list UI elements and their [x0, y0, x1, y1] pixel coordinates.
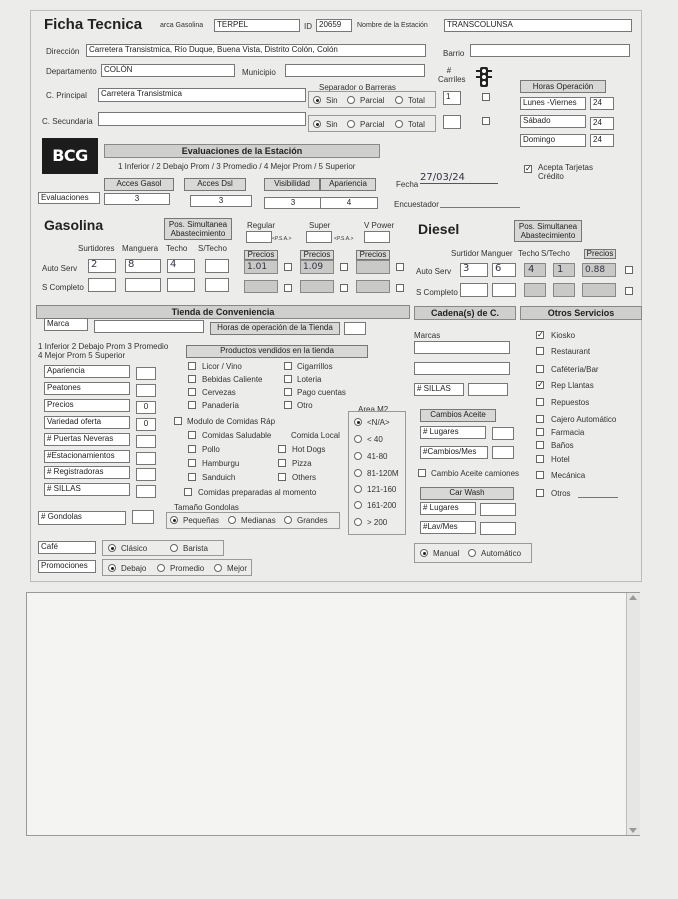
cafe-clasico-label: Clásico — [121, 544, 148, 553]
cambios-aceite-button[interactable]: Cambios Aceite — [420, 409, 496, 422]
gas-price-regular-checkbox[interactable] — [284, 263, 292, 271]
gas-psa-2: <P.S.A.> — [334, 236, 354, 242]
tamano-grandes-radio[interactable] — [284, 516, 292, 524]
tienda-scale-1: 1 Inferior 2 Debajo Prom 3 Promedio — [38, 342, 169, 351]
comidas-prep-label: Comidas preparadas al momento — [198, 488, 317, 497]
notes-scrollbar[interactable] — [626, 593, 640, 835]
municipio-label: Municipio — [242, 68, 276, 77]
gas-col-manguera: Manguera — [122, 244, 159, 253]
gas-comp-price-regular[interactable] — [244, 280, 278, 293]
separador2-sin-label: Sin — [326, 120, 338, 129]
otros-otros-line[interactable] — [578, 497, 618, 498]
gas-auto-stecho[interactable] — [205, 259, 229, 273]
id-field[interactable]: 20659 — [316, 19, 352, 32]
otros-farmacia-checkbox[interactable] — [536, 428, 544, 436]
rating-sillas-value[interactable] — [136, 485, 156, 498]
area-161-200-label: 161-200 — [367, 501, 397, 510]
scroll-up-icon[interactable] — [629, 595, 637, 600]
gas-col-stecho: S/Techo — [198, 244, 227, 253]
lav-mes-label: #Lav/Mes — [420, 521, 476, 534]
horario-row-dom-label: Domingo — [520, 134, 586, 147]
prod-panaderia-label: Panadería — [202, 401, 239, 410]
gas-auto-label: Auto Serv — [42, 264, 78, 273]
gas-regular-label: Regular — [247, 221, 276, 230]
area-na-label: <N/A> — [367, 418, 390, 427]
cambios-lugares-field[interactable] — [492, 427, 514, 440]
otros-repuestos-checkbox[interactable] — [536, 398, 544, 406]
diesel-price[interactable] — [582, 263, 616, 277]
prod-licor-checkbox[interactable] — [188, 362, 196, 370]
diesel-auto-techo-text: 4 — [528, 264, 535, 275]
gas-regular-field[interactable] — [246, 231, 272, 243]
wash-manual-label: Manual — [433, 549, 460, 558]
comidas-saludable-label: Comidas Saludable — [202, 431, 272, 440]
fecha-value[interactable]: 27/03/24 — [420, 172, 498, 184]
wash-manual-radio[interactable] — [420, 549, 428, 557]
area-121-160-label: 121-160 — [367, 485, 397, 494]
csecundaria-label: C. Secundaria — [42, 117, 93, 126]
cafe-barista-radio[interactable] — [170, 544, 178, 552]
rating-apariencia-value[interactable] — [136, 367, 156, 380]
eval-acces-gasol-button[interactable]: Acces Gasol — [104, 178, 174, 191]
area-41-80-radio[interactable] — [354, 452, 362, 460]
cafe-clasico-radio[interactable] — [108, 544, 116, 552]
separador1-total-label: Total — [408, 96, 425, 105]
evaluaciones-title: Evaluaciones de la Estación — [104, 144, 380, 158]
encuestador-line[interactable] — [440, 207, 520, 208]
rating-apariencia-label: Apariencia — [44, 365, 130, 378]
eval-visibilidad-button[interactable]: Visibilidad — [264, 178, 320, 191]
separador1-sin-label: Sin — [326, 96, 338, 105]
notes-textarea[interactable] — [26, 592, 640, 836]
tamano-medianas-label: Medianas — [241, 516, 276, 525]
rating-registradoras-label: # Registradoras — [44, 466, 130, 479]
area-na-radio[interactable] — [354, 418, 362, 426]
diesel-comp-price-checkbox[interactable] — [625, 287, 633, 295]
rating-variedad-label: Variedad oferta — [44, 416, 130, 429]
promo-debajo-label: Debajo — [121, 564, 147, 573]
gas-comp-stecho[interactable] — [205, 278, 229, 292]
diesel-auto-stecho-text: 1 — [557, 264, 564, 275]
area-81-120-label: 81-120M — [367, 469, 399, 478]
gasolina-pos-button[interactable]: Pos. Simultanea Abastecimiento — [164, 218, 232, 240]
gas-comp-regular-checkbox[interactable] — [284, 284, 292, 292]
gas-precios-vpower-button[interactable]: Precios — [356, 250, 390, 260]
cambios-mes-label: #Cambios/Mes — [420, 446, 488, 459]
prod-otro-label: Otro — [297, 401, 313, 410]
diesel-completo-label: S Completo — [416, 288, 458, 297]
diesel-col-manguer: Manguer — [481, 249, 513, 258]
food-sanduich-label: Sanduich — [202, 473, 236, 482]
diesel-auto-stecho[interactable] — [553, 263, 575, 277]
separador2-total-label: Total — [408, 120, 425, 129]
fecha-label: Fecha — [396, 180, 419, 189]
prod-bebidas-checkbox[interactable] — [188, 375, 196, 383]
separador2-parcial-label: Parcial — [360, 120, 385, 129]
area-161-200-radio[interactable] — [354, 501, 362, 509]
otros-llantas-checkbox[interactable]: ✓ — [537, 380, 544, 389]
promo-mejor-label: Mejor — [227, 564, 248, 573]
horario-row-lv-label: Lunes -Viernes — [520, 97, 586, 110]
cafe-barista-label: Barista — [183, 544, 208, 553]
gas-price-super-checkbox[interactable] — [340, 263, 348, 271]
modulo-label: Modulo de Comidas Ráp — [187, 417, 276, 426]
food-pizza-label: Pizza — [292, 459, 312, 468]
diesel-comp-price[interactable] — [582, 283, 616, 297]
rating-sillas-label: # SILLAS — [44, 483, 130, 496]
gas-auto-techo[interactable]: 4 — [167, 259, 195, 273]
gas-psa-1: <P.S.A.> — [272, 236, 292, 242]
otros-restaurant-label: Restaurant — [551, 347, 591, 356]
diesel-title: Diesel — [418, 221, 460, 237]
separador-label: Separador o Barreras — [319, 83, 396, 92]
otros-llantas-label: Rep Llantas — [551, 381, 594, 390]
comidas-saludable-checkbox[interactable] — [188, 431, 196, 439]
food-hotdogs-label: Hot Dogs — [292, 445, 326, 454]
area-200-radio[interactable] — [354, 518, 362, 526]
diesel-comp-techo[interactable] — [524, 283, 546, 297]
tarjetas-label: Acepta Tarjetas Crédito — [538, 163, 593, 181]
cprincipal-field[interactable]: Carretera Transistmica — [98, 88, 306, 102]
diesel-pos-button[interactable]: Pos. Simultanea Abastecimiento — [514, 220, 582, 242]
eval-acces-dsl-button[interactable]: Acces Dsl — [184, 178, 246, 191]
prod-licor-label: Licor / Vino — [202, 362, 242, 371]
gasolina-title: Gasolina — [44, 217, 104, 233]
diesel-comp-manguer[interactable] — [492, 283, 516, 297]
gas-comp-surtidores[interactable] — [88, 278, 116, 292]
otros-banos-checkbox[interactable] — [536, 441, 544, 449]
wash-automatico-label: Automático — [481, 549, 522, 558]
otros-kiosko-checkbox[interactable]: ✓ — [537, 330, 544, 339]
horario-row-sab-label: Sábado — [520, 115, 586, 128]
car-wash-button[interactable]: Car Wash — [420, 487, 514, 500]
gas-comp-price-super[interactable] — [300, 280, 334, 293]
eval-apariencia-button[interactable]: Apariencia — [320, 178, 376, 191]
otros-restaurant-checkbox[interactable] — [536, 347, 544, 355]
tamano-pequenas-label: Pequeñas — [183, 516, 220, 525]
gondolas-field[interactable] — [132, 510, 154, 524]
area-40-radio[interactable] — [354, 435, 362, 443]
comidas-prep-checkbox[interactable] — [184, 488, 192, 496]
gas-precios-regular-button[interactable]: Precios — [244, 250, 278, 260]
tienda-scale-2: 4 Mejor Prom 5 Superior — [38, 351, 126, 360]
diesel-comp-stecho[interactable] — [553, 283, 575, 297]
diesel-precios-button[interactable]: Precios — [584, 249, 616, 259]
diesel-auto-manguer[interactable]: 6 — [492, 263, 516, 277]
otros-hotel-label: Hotel — [551, 455, 570, 464]
carriles1-checkbox[interactable] — [482, 93, 490, 101]
otros-otros-checkbox[interactable] — [536, 489, 544, 497]
tamano-grandes-label: Grandes — [297, 516, 328, 525]
otros-banos-label: Baños — [551, 441, 574, 450]
gas-price-regular[interactable] — [244, 260, 278, 274]
gas-price-super-text: 1.09 — [303, 262, 324, 272]
promociones-label: Promociones — [38, 560, 96, 573]
prod-loteria-checkbox[interactable] — [284, 375, 292, 383]
gas-comp-vpower-checkbox[interactable] — [396, 284, 404, 292]
area-200-label: > 200 — [367, 518, 388, 527]
cafe-label: Café — [38, 541, 96, 554]
tienda-horas-field[interactable] — [344, 322, 366, 335]
diesel-price-checkbox[interactable] — [625, 266, 633, 274]
horas-operacion-button[interactable]: Horas Operación — [520, 80, 606, 93]
tamano-pequenas-radio[interactable] — [170, 516, 178, 524]
rating-precios-label: Precios — [44, 399, 130, 412]
cambio-camiones-checkbox[interactable] — [418, 469, 426, 477]
rating-peatones-label: Peatones — [44, 382, 130, 395]
food-pollo-checkbox[interactable] — [188, 445, 196, 453]
otros-title: Otros Servicios — [520, 306, 642, 320]
area-40-label: < 40 — [367, 435, 383, 444]
marca-label: arca Gasolina — [160, 22, 204, 29]
cprincipal-label: C. Principal — [46, 91, 87, 100]
gas-completo-label: S Completo — [42, 283, 84, 292]
estacion-label: Nombre de la Estación — [357, 22, 428, 29]
area-81-120-radio[interactable] — [354, 469, 362, 477]
gas-vpower-field[interactable] — [364, 231, 390, 243]
cambios-lugares-label: # Lugares — [420, 426, 486, 439]
gas-comp-price-vpower[interactable] — [356, 280, 390, 293]
gas-col-techo: Techo — [166, 244, 188, 253]
food-pizza-checkbox[interactable] — [278, 459, 286, 467]
otros-hotel-checkbox[interactable] — [536, 455, 544, 463]
diesel-price-text: 0.88 — [585, 265, 606, 275]
diesel-auto-surtidor[interactable]: 3 — [460, 263, 488, 277]
food-hamburgu-label: Hamburgu — [202, 459, 240, 468]
modulo-checkbox[interactable] — [174, 417, 182, 425]
encuestador-label: Encuestador — [394, 200, 439, 209]
diesel-comp-surtidor[interactable] — [460, 283, 488, 297]
departamento-label: Departamento — [46, 67, 97, 76]
gas-price-vpower[interactable] — [356, 260, 390, 274]
area-label: Area M2 — [358, 405, 389, 414]
municipio-field[interactable] — [285, 64, 425, 77]
estacion-field[interactable]: TRANSCOLUNSA — [444, 19, 632, 32]
tienda-title: Tienda de Conveniencia — [36, 305, 410, 319]
bcg-logo-text: BCG — [52, 146, 88, 165]
carriles2-field[interactable] — [443, 115, 461, 129]
separador1-sin-radio[interactable] — [313, 96, 321, 104]
prod-cervezas-checkbox[interactable] — [188, 388, 196, 396]
promo-promedio-radio[interactable] — [157, 564, 165, 572]
rating-puertas-label: # Puertas Neveras — [44, 433, 130, 446]
otros-farmacia-label: Farmacia — [551, 428, 585, 437]
gas-comp-super-checkbox[interactable] — [340, 284, 348, 292]
gas-auto-surtidores[interactable]: 2 — [88, 259, 116, 273]
otros-mecanica-checkbox[interactable] — [536, 471, 544, 479]
area-41-80-label: 41-80 — [367, 452, 388, 461]
cadena-title: Cadena(s) de C. — [414, 306, 516, 320]
cw-lugares-field[interactable] — [480, 503, 516, 516]
evaluaciones-scale: 1 Inferior / 2 Debajo Prom / 3 Promedio / 4 Mejor Prom / 5 Superior — [118, 162, 356, 171]
tienda-horas-button[interactable]: Horas de operación de la Tienda — [210, 322, 340, 335]
food-pollo-label: Pollo — [202, 445, 220, 454]
rating-variedad-value[interactable]: 0 — [136, 418, 156, 431]
gas-col-surtidores: Surtidores — [78, 244, 115, 253]
carriles2-checkbox[interactable] — [482, 117, 490, 125]
eval-apariencia-value[interactable]: 4 — [320, 197, 378, 209]
departamento-field[interactable]: COLÓN — [101, 64, 235, 77]
direccion-label: Dirección — [46, 47, 80, 56]
marca-field[interactable]: TERPEL — [214, 19, 300, 32]
gas-price-super[interactable] — [300, 260, 334, 274]
barrio-field[interactable] — [470, 44, 630, 57]
food-hotdogs-checkbox[interactable] — [278, 445, 286, 453]
gas-super-label: Super — [309, 221, 331, 230]
tarjetas-checkbox[interactable]: ✓ — [525, 164, 532, 173]
gas-vpower-label: V Power — [364, 221, 395, 230]
csecundaria-field[interactable] — [98, 112, 306, 126]
otros-cafeteria-label: Cafétería/Bar — [551, 365, 599, 374]
promo-debajo-radio[interactable] — [108, 564, 116, 572]
separador1-parcial-label: Parcial — [360, 96, 385, 105]
comida-local-label: Comida Local — [291, 431, 340, 440]
otros-repuestos-label: Repuestos — [551, 398, 590, 407]
carriles-label: # Carriles — [438, 66, 466, 84]
carriles1-field[interactable]: 1 — [443, 91, 461, 105]
cw-lugares-label: # Lugares — [420, 502, 476, 515]
gas-price-vpower-checkbox[interactable] — [396, 263, 404, 271]
gas-comp-manguera[interactable] — [125, 278, 161, 292]
area-121-160-radio[interactable] — [354, 485, 362, 493]
gas-price-regular-text: 1.01 — [247, 262, 268, 272]
eval-acces-gasol-value[interactable]: 3 — [104, 193, 170, 205]
evaluaciones-label: Evaluaciones — [38, 192, 100, 204]
separador2-parcial-radio[interactable] — [347, 120, 355, 128]
cadena-sillas-label: # SILLAS — [414, 383, 464, 396]
prod-loteria-label: Loteria — [297, 375, 322, 384]
page-title: Ficha Tecnica — [44, 16, 143, 33]
promo-mejor-radio[interactable] — [214, 564, 222, 572]
bcg-logo — [42, 138, 98, 174]
rating-estacionamientos-value[interactable] — [136, 452, 156, 465]
otros-cajero-label: Cajero Automático — [551, 415, 617, 424]
food-sanduich-checkbox[interactable] — [188, 473, 196, 481]
diesel-col-stecho: S/Techo — [541, 249, 570, 258]
gas-comp-techo[interactable] — [167, 278, 195, 292]
prod-cervezas-label: Cervezas — [202, 388, 236, 397]
barrio-label: Barrio — [443, 49, 465, 58]
direccion-field[interactable]: Carretera Transistmica, Río Duque, Buena Vista, Distrito Colón, Colón — [86, 44, 426, 57]
prod-bebidas-label: Bebidas Caliente — [202, 375, 263, 384]
separador2-sin-radio[interactable] — [313, 120, 321, 128]
horario-row-sab-value[interactable]: 24 — [590, 117, 614, 130]
prod-otro-checkbox[interactable] — [284, 401, 292, 409]
prod-cigarrillos-checkbox[interactable] — [284, 362, 292, 370]
horario-row-lv-value[interactable]: 24 — [590, 97, 614, 110]
rating-precios-value[interactable]: 0 — [136, 401, 156, 414]
tienda-marca-field[interactable] — [94, 320, 204, 333]
diesel-auto-label: Auto Serv — [416, 267, 452, 276]
food-others-checkbox[interactable] — [278, 473, 286, 481]
cadena-marcas-label: Marcas — [414, 331, 441, 340]
gas-auto-manguera[interactable]: 8 — [125, 259, 161, 273]
separador2-total-radio[interactable] — [395, 120, 403, 128]
prod-pago-checkbox[interactable] — [284, 388, 292, 396]
otros-cafeteria-checkbox[interactable] — [536, 365, 544, 373]
diesel-auto-techo[interactable] — [524, 263, 546, 277]
rating-estacionamientos-label: #Estacionamientos — [44, 450, 130, 463]
rating-puertas-value[interactable] — [136, 435, 156, 448]
diesel-col-surtidor: Surtidor — [451, 249, 480, 258]
scroll-down-icon[interactable] — [629, 828, 637, 833]
prod-pago-label: Pago cuentas — [297, 388, 346, 397]
wash-automatico-radio[interactable] — [468, 549, 476, 557]
lav-mes-field[interactable] — [480, 522, 516, 535]
diesel-col-techo: Techo — [518, 249, 540, 258]
prod-panaderia-checkbox[interactable] — [188, 401, 196, 409]
eval-acces-dsl-value[interactable]: 3 — [190, 195, 252, 207]
tamano-label: Tamaño Gondolas — [174, 503, 239, 512]
separador1-total-radio[interactable] — [395, 96, 403, 104]
cambios-mes-field[interactable] — [492, 446, 514, 459]
traffic-light-icon — [476, 66, 492, 88]
gas-precios-super-button[interactable]: Precios — [300, 250, 334, 260]
promo-promedio-label: Promedio — [170, 564, 205, 573]
otros-kiosko-label: Kiosko — [551, 331, 576, 340]
id-label: ID — [304, 22, 312, 31]
separador1-parcial-radio[interactable] — [347, 96, 355, 104]
tamano-medianas-radio[interactable] — [228, 516, 236, 524]
prod-cigarrillos-label: Cigarrillos — [297, 362, 333, 371]
tienda-marca-label: Marca — [44, 318, 88, 331]
horario-row-dom-value[interactable]: 24 — [590, 134, 614, 147]
cambio-camiones-label: Cambio Aceite camiones — [431, 469, 520, 478]
otros-otros-label: Otros — [551, 489, 571, 498]
cadena-marcas-field-2[interactable] — [414, 362, 510, 375]
cadena-marcas-field-1[interactable] — [414, 341, 510, 354]
food-others-label: Others — [292, 473, 317, 482]
rating-peatones-value[interactable] — [136, 384, 156, 397]
productos-vendidos-button[interactable]: Productos vendidos en la tienda — [186, 345, 368, 358]
otros-mecanica-label: Mecánica — [551, 471, 586, 480]
cadena-sillas-field[interactable] — [468, 383, 508, 396]
otros-cajero-checkbox[interactable] — [536, 415, 544, 423]
rating-registradoras-value[interactable] — [136, 468, 156, 481]
gas-super-field[interactable] — [306, 231, 332, 243]
eval-visibilidad-value[interactable]: 3 — [264, 197, 322, 209]
food-hamburgu-checkbox[interactable] — [188, 459, 196, 467]
gondolas-label: # Gondolas — [38, 511, 126, 525]
